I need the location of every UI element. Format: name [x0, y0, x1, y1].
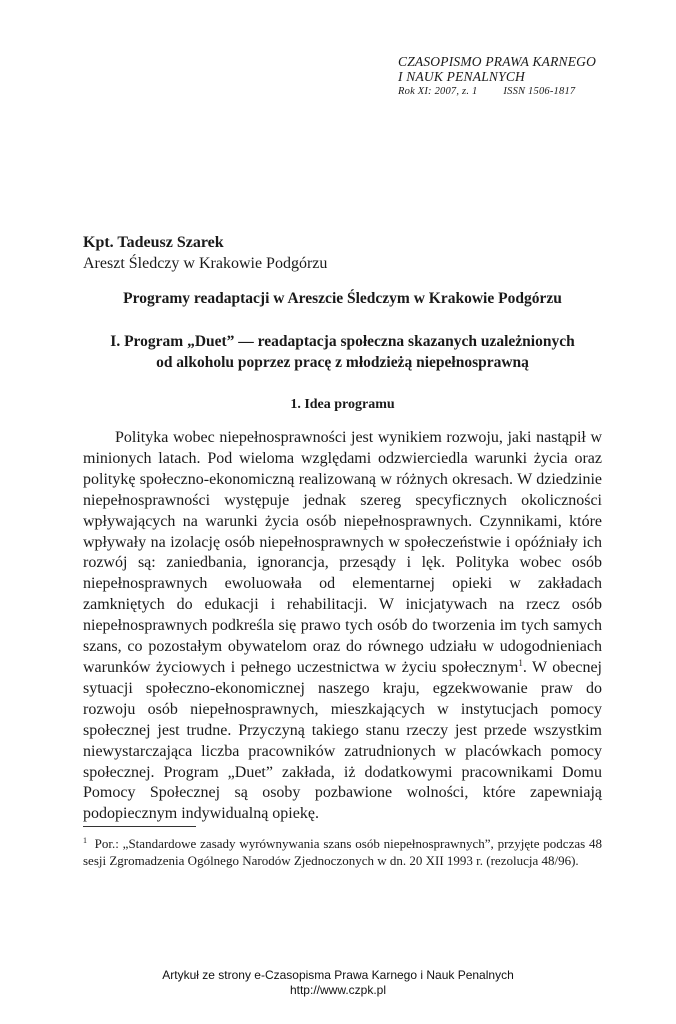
footnote-text: Por.: „Standardowe zasady wyrównywania szans osób niepełnosprawnych”, przyjęte podczas 48 sesji Zgromadzenia Ogólnego Narodów Zjednoczonych w dn. 20 XII 1993 r. (rezolucja 48/96). [83, 836, 602, 868]
author-block [83, 232, 603, 274]
footnote-reference[interactable]: 1 [518, 657, 523, 668]
journal-volume: Rok XI: 2007, z. 1 [398, 86, 478, 97]
author-name: Kpt. Tadeusz Szarek [83, 234, 224, 251]
subtitle-line1: I. Program „Duet” — readaptacja społeczna skazanych uzależnionych [110, 333, 575, 350]
footnote-mark: 1 [83, 836, 87, 845]
paragraph-part2: . W obecnej sytuacji społeczno-ekonomicznej naszego kraju, egzekwowanie praw do rozwoju osób niepełnosprawnych, mieszkających w instytucjach pomocy społecznej jest trudne. Przyczyną takiego stanu rzeczy jest przede wszystkim niewystarczająca liczba pracowników zatrudnionych w placówkach pomocy społecznej. Program „Duet” zakłada, iż dodatkowymi pracownikami Domu Pomocy Społecznej są osoby pozbawione wolności, które zapewniają podopiecznym indywidualną opiekę. [83, 658, 602, 823]
footer-url[interactable]: http://www.czpk.pl [289, 983, 387, 997]
footer-source: Artykuł ze strony e-Czasopisma Prawa Karnego i Nauk Penalnych [162, 968, 514, 982]
section-heading: 1. Idea programu [290, 397, 395, 412]
article-title: Programy readaptacji w Areszcie Śledczym w Krakowie Podgórzu [123, 290, 562, 307]
footnote-divider [83, 826, 196, 827]
paragraph-part1: Polityka wobec niepełnosprawności jest wynikiem rozwoju, jaki nastąpił w minionych latach. Pod wieloma względami odzwierciedla warunki życia oraz politykę społeczno-ekonomiczną realizowaną w różnych okresach. W dziedzinie niepełnosprawności występuje jednak szereg specyficznych okoliczności wpływających na warunki życia osób niepełnosprawnych. Czynnikami, które wpływały na izolację osób niepełnosprawnych w społeczeństwie i opóźniały ich rozwój są: zaniedbania, ignorancja, przesądy i lęk. Polityka wobec osób niepełnosprawnych ewoluowała od elementarnej opieki w zakładach zamkniętych do edukacji i rehabilitacji. W inicjatywach na rzecz osób niepełnosprawnych podkreśla się prawo tych osób do tworzenia im tych samych szans, co pozostałym obywatelom oraz do równego udziału w udogodnieniach warunków życiowych i pełnego uczestnictwa w życiu społecznym [83, 429, 602, 676]
journal-title-line2: I NAUK PENALNYCH [398, 69, 525, 84]
author-affiliation: Areszt Śledczy w Krakowie Podgórzu [83, 255, 328, 272]
body-paragraph [83, 428, 602, 825]
journal-meta [398, 85, 608, 99]
page-footer [0, 968, 676, 998]
journal-issn: ISSN 1506-1817 [503, 86, 576, 97]
journal-title-line1: CZASOPISMO PRAWA KARNEGO [398, 54, 597, 69]
article-subtitle [83, 331, 602, 373]
journal-header [398, 54, 608, 99]
footnote [83, 835, 602, 869]
subtitle-line2: od alkoholu poprzez pracę z młodzieżą niepełnosprawną [156, 354, 529, 371]
